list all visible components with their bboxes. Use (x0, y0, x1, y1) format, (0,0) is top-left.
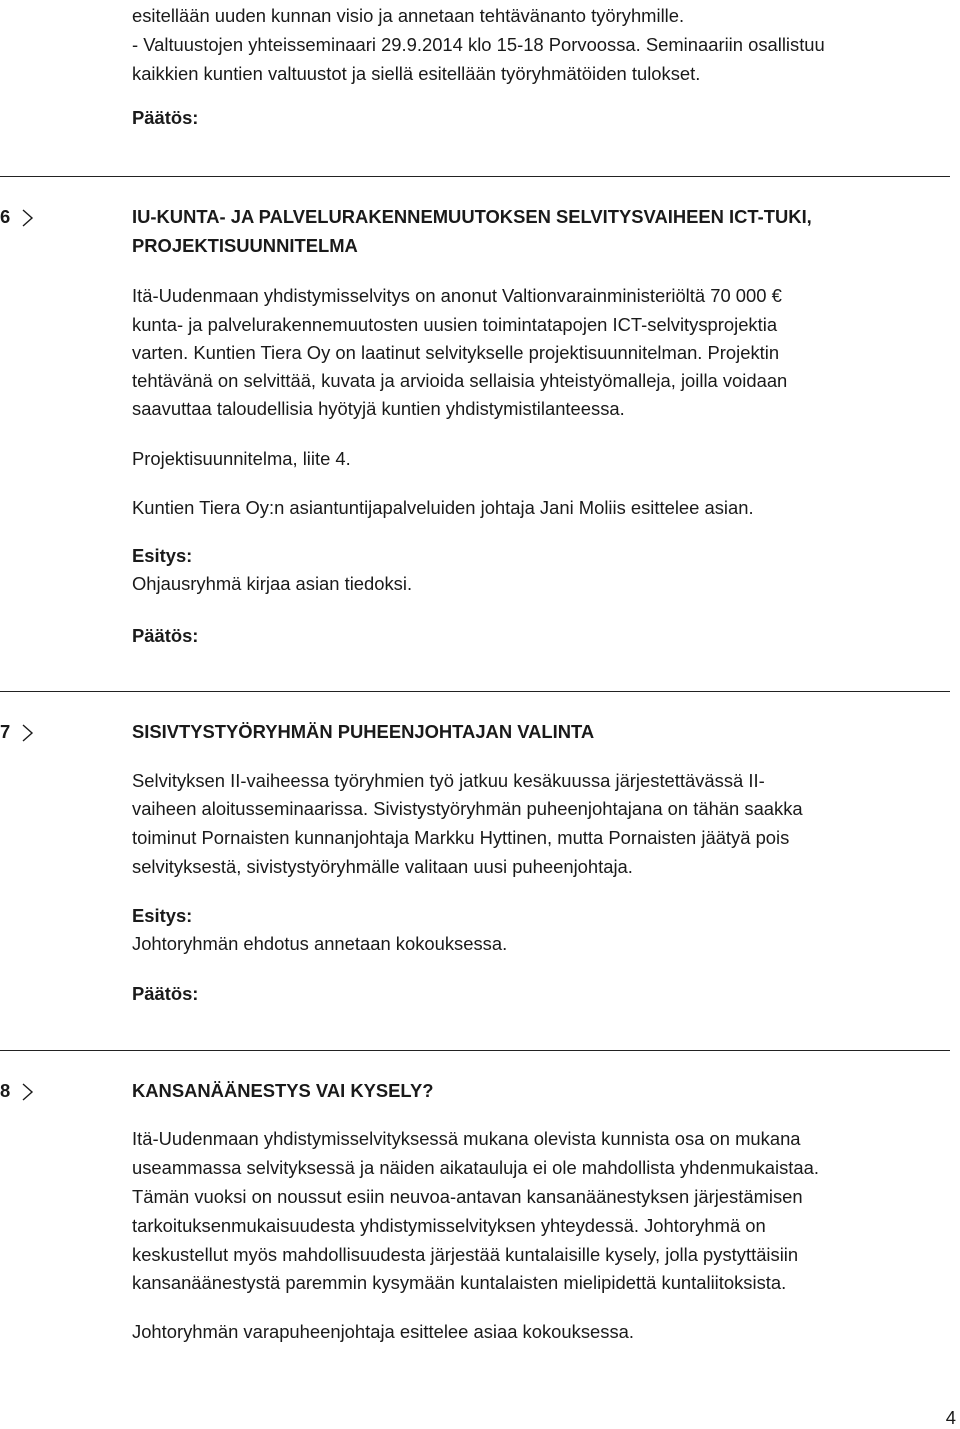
section-7-body-line-4: selvityksestä, sivistystyöryhmälle valitaan uusi puheenjohtaja. (132, 856, 633, 877)
section-6-attachment: Projektisuunnitelma, liite 4. (132, 448, 351, 469)
section-6-body-line-2: kunta- ja palvelurakennemuutosten uusien toimintatapojen ICT-selvitysprojektia (132, 314, 778, 335)
intro-line-3: kaikkien kuntien valtuustot ja siellä esitellään työryhmätöiden tulokset. (132, 63, 701, 84)
section-8-body-line-6: kansanäänestystä paremmin kysymään kuntalaisten mielipidettä kuntaliitoksista. (132, 1272, 787, 1293)
section-divider (0, 176, 950, 177)
intro-paatos-label: Päätös: (132, 107, 199, 128)
section-6-esitys-text: Ohjausryhmä kirjaa asian tiedoksi. (132, 573, 413, 594)
section-6-title-line-2: PROJEKTISUUNNITELMA (132, 235, 358, 256)
section-7-body-line-3: toiminut Pornaisten kunnanjohtaja Markku Hyttinen, mutta Pornaisten jäätyä pois (132, 827, 790, 848)
section-divider (0, 1050, 950, 1051)
section-6-body-line-5: saavuttaa taloudellisia hyötyjä kuntien yhdistymistilanteessa. (132, 398, 625, 419)
section-8-closing: Johtoryhmän varapuheenjohtaja esittelee asiaa kokouksessa. (132, 1321, 634, 1342)
section-6-body-line-3: varten. Kuntien Tiera Oy on laatinut selvitykselle projektisuunnitelman. Projektin (132, 342, 780, 363)
section-6-esitys-label: Esitys: (132, 545, 193, 566)
section-8-body-line-1: Itä-Uudenmaan yhdistymisselvityksessä mukana olevista kunnista osa on mukana (132, 1128, 801, 1149)
section-6-presenter: Kuntien Tiera Oy:n asiantuntijapalveluiden johtaja Jani Moliis esittelee asian. (132, 497, 754, 518)
section-8-body-line-5: keskustellut myös mahdollisuudesta järjestää kuntalaisille kysely, jolla pystyttäisiin (132, 1244, 799, 1265)
section-divider (0, 691, 950, 692)
section-8-body-line-3: Tämän vuoksi on noussut esiin neuvoa-antavan kansanäänestyksen järjestämisen (132, 1186, 803, 1207)
section-7-number: 7 (0, 721, 11, 742)
section-8-body-line-2: useammassa selvityksessä ja näiden aikatauluja ei ole mahdollista yhdenmukaistaa. (132, 1157, 819, 1178)
section-7-title: SISIVTYSTYÖRYHMÄN PUHEENJOHTAJAN VALINTA (132, 721, 595, 742)
section-7-esitys-text: Johtoryhmän ehdotus annetaan kokouksessa. (132, 933, 508, 954)
section-7-body-line-2: vaiheen aloitusseminaarissa. Sivistystyöryhmän puheenjohtajana on tähän saakka (132, 798, 803, 819)
section-marker-icon (22, 206, 34, 228)
section-7-body-line-1: Selvityksen II-vaiheessa työryhmien työ jatkuu kesäkuussa järjestettävässä II- (132, 770, 765, 791)
section-7-esitys-label: Esitys: (132, 905, 193, 926)
section-6-body-line-4: tehtävänä on selvittää, kuvata ja arvioida sellaisia yhteistyömalleja, joilla voidaan (132, 370, 788, 391)
section-6-number: 6 (0, 206, 11, 227)
section-8-body-line-4: tarkoituksenmukaisuudesta yhdistymisselvityksen yhteydessä. Johtoryhmä on (132, 1215, 766, 1236)
section-7-paatos-label: Päätös: (132, 983, 199, 1004)
section-6-paatos-label: Päätös: (132, 625, 199, 646)
intro-line-2: - Valtuustojen yhteisseminaari 29.9.2014 klo 15-18 Porvoossa. Seminaariin osallistuu (132, 34, 825, 55)
section-8-title: KANSANÄÄNESTYS VAI KYSELY? (132, 1080, 434, 1101)
section-6-body-line-1: Itä-Uudenmaan yhdistymisselvitys on anonut Valtionvarainministeriöltä 70 000 € (132, 285, 782, 306)
intro-line-1: esitellään uuden kunnan visio ja annetaan tehtävänanto työryhmille. (132, 5, 685, 26)
section-marker-icon (22, 1080, 34, 1102)
section-marker-icon (22, 721, 34, 743)
section-8-number: 8 (0, 1080, 11, 1101)
page-number: 4 (945, 1407, 956, 1428)
section-6-title-line-1: IU-KUNTA- JA PALVELURAKENNEMUUTOKSEN SELVITYSVAIHEEN ICT-TUKI, (132, 206, 812, 227)
